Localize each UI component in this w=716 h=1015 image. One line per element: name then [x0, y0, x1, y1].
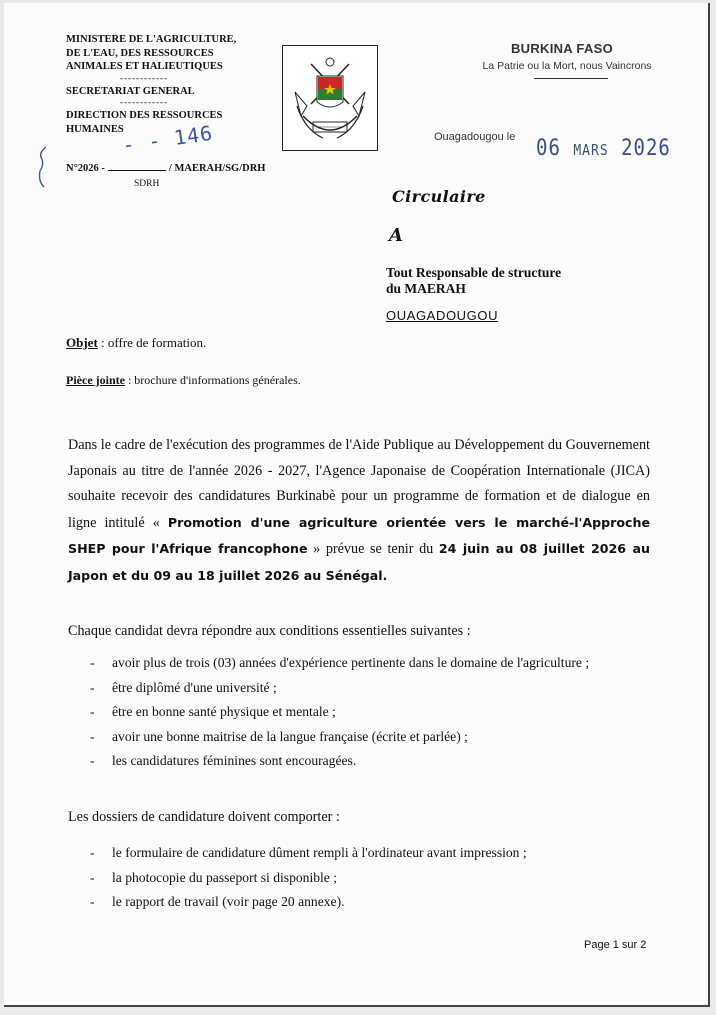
ministry-line: ANIMALES ET HALIEUTIQUES — [66, 61, 223, 72]
dossiers-list — [86, 841, 656, 915]
list-item: - être diplômé d'une université ; — [86, 676, 656, 701]
list-item: - avoir une bonne maitrise de la langue française (écrite et parlée) ; — [86, 725, 656, 750]
date-stamp-day: 06 — [536, 135, 561, 161]
motto-divider — [534, 78, 608, 79]
recipient-preposition: A — [389, 225, 403, 246]
reference-suffix: / MAERAH/SG/DRH — [168, 163, 266, 174]
coat-of-arms-icon — [283, 46, 377, 150]
ministry-line: MINISTERE DE L'AGRICULTURE, — [66, 34, 237, 45]
direction-line: DIRECTION DES RESSOURCES — [66, 110, 223, 121]
list-item: - les candidatures féminines sont encouragées. — [86, 749, 656, 774]
reference-blank — [108, 170, 166, 171]
handwritten-number: - - 146 — [120, 120, 215, 158]
intro-paragraph — [68, 433, 650, 589]
secretariat-label: SECRETARIAT GENERAL — [66, 85, 195, 97]
list-item: - être en bonne santé physique et mentale ; — [86, 700, 656, 725]
direction-line: HUMAINES — [66, 123, 124, 135]
attachment-text: : brochure d'informations générales. — [124, 373, 301, 387]
program-title: Promotion d'une agriculture orientée vers le marché-l'Approche SHEP pour l'Afrique francophone — [68, 514, 650, 556]
ministry-line: DE L'EAU, DES RESSOURCES — [66, 47, 214, 59]
addressee-block — [386, 265, 561, 297]
reference-number — [66, 163, 265, 174]
list-item: - la photocopie du passeport si disponible ; — [86, 866, 656, 891]
subject-label: Objet — [66, 335, 98, 350]
paragraph-text: Dans le cadre de l'exécution des programmes de l'Aide Publique au Développement du Gouvernement Japonais au titre de l'année 2026 - 2027, l'Agence Japonaise de Coopération Internationale (JICA) souhaite recevoir des candidatures Burkinabè pour un programme de formation et de dialogue en ligne intitulé « — [68, 437, 650, 531]
conditions-intro: Chaque candidat devra répondre aux conditions essentielles suivantes : — [68, 623, 471, 639]
coat-of-arms-emblem — [282, 45, 378, 151]
addressee-line: du MAERAH — [386, 281, 466, 296]
place-label: Ouagadougou le — [434, 131, 516, 143]
reference-service: SDRH — [134, 179, 160, 189]
addressee-city: OUAGADOUGOU — [386, 308, 499, 323]
document-type-title: Circulaire — [392, 187, 486, 206]
date-stamp — [536, 135, 671, 160]
date-stamp-month: MARS — [573, 142, 609, 160]
country-name: BURKINA FASO — [510, 41, 614, 56]
document-page — [4, 3, 710, 1007]
list-item: - le rapport de travail (voir page 20 annexe). — [86, 890, 656, 915]
conditions-list — [86, 651, 656, 774]
subject-text: : offre de formation. — [97, 335, 207, 350]
attachment-label: Pièce jointe — [66, 373, 125, 387]
reference-prefix: N°2026 - — [66, 163, 105, 174]
program-dates: 24 juin au 08 juillet 2026 au Japon et du 09 au 18 juillet 2026 au Sénégal. — [68, 541, 650, 583]
page-number: Page 1 sur 2 — [584, 939, 647, 951]
list-item: - avoir plus de trois (03) années d'expérience pertinente dans le domaine de l'agriculture ; — [86, 651, 656, 676]
subject-line — [66, 335, 206, 351]
separator: ------------ — [120, 97, 168, 107]
ministry-header — [66, 33, 276, 136]
date-stamp-year: 2026 — [621, 135, 671, 161]
paragraph-text: » prévue se tenir du — [307, 541, 439, 557]
dossiers-intro: Les dossiers de candidature doivent comporter : — [68, 809, 340, 825]
separator: ------------ — [120, 72, 168, 83]
handwritten-mark-icon — [34, 145, 54, 194]
addressee-line: Tout Responsable de structure — [386, 265, 562, 280]
national-motto: La Patrie ou la Mort, nous Vaincrons — [482, 60, 652, 72]
list-item: - le formulaire de candidature dûment rempli à l'ordinateur avant impression ; — [86, 841, 656, 866]
attachment-line — [66, 373, 301, 388]
